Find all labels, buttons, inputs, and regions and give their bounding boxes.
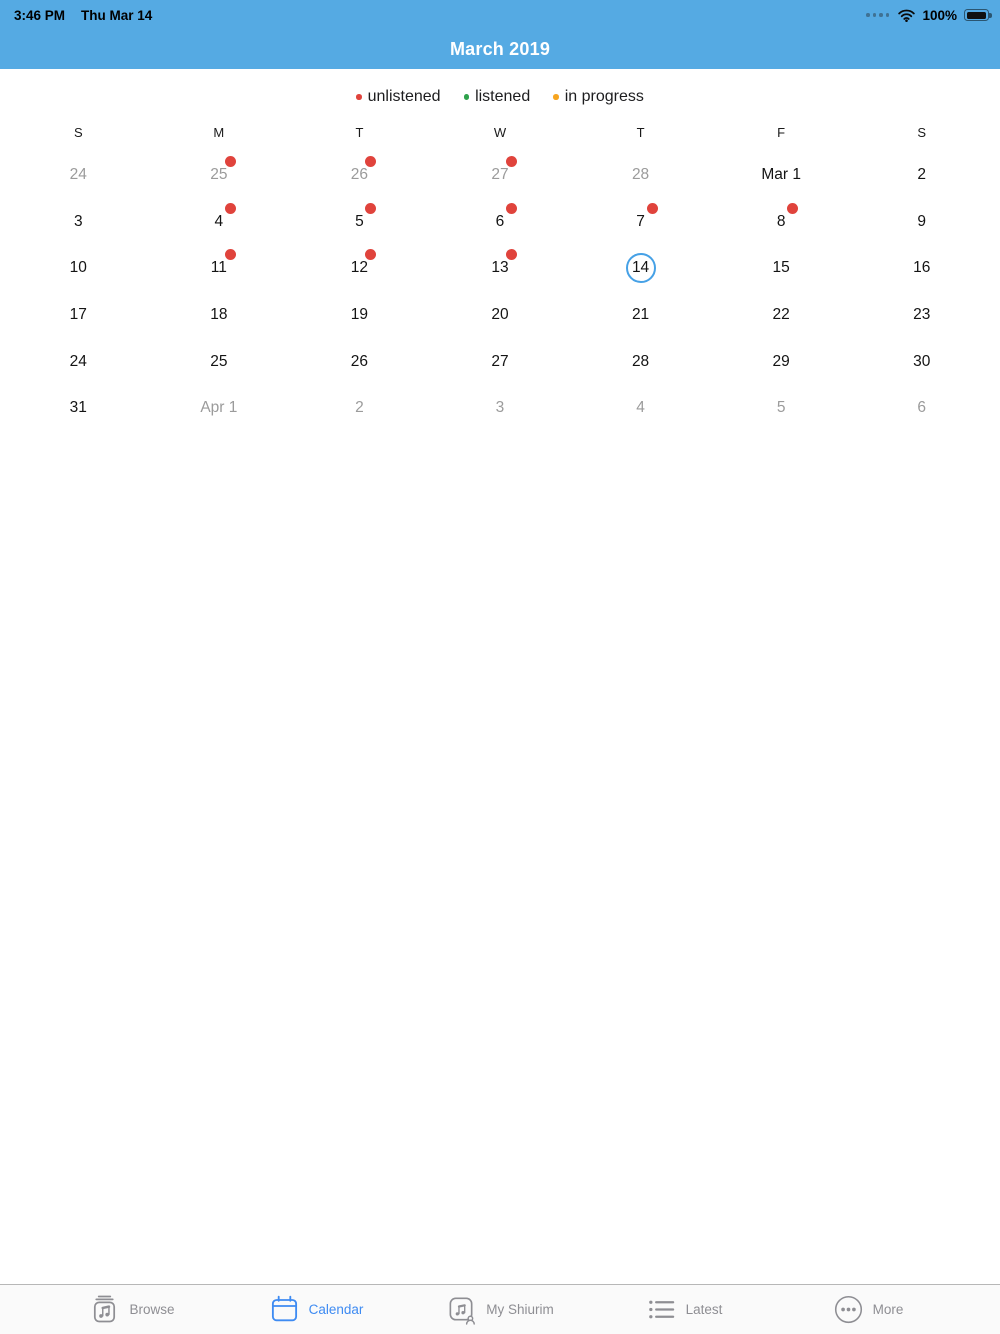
calendar-day[interactable] — [344, 160, 374, 190]
tab-label: Calendar — [308, 1302, 364, 1317]
calendar-week-row — [8, 152, 992, 199]
battery-icon — [964, 9, 989, 21]
tab-more[interactable] — [776, 1285, 960, 1334]
calendar-day[interactable] — [204, 347, 234, 377]
day-wrap — [761, 160, 801, 190]
day-wrap — [766, 393, 796, 423]
day-number: 28 — [631, 352, 650, 370]
calendar-day[interactable] — [485, 393, 515, 423]
calendar-week-row — [8, 338, 992, 385]
calendar-week-row — [8, 245, 992, 292]
day-number: 29 — [772, 352, 790, 370]
cellular-signal-icon — [866, 13, 889, 17]
calendar-day[interactable] — [344, 300, 374, 330]
calendar-day[interactable] — [63, 347, 93, 377]
day-number: Apr 1 — [200, 399, 238, 417]
weekday-header-row — [8, 112, 992, 152]
day-wrap — [204, 253, 234, 283]
calendar-day[interactable] — [204, 253, 234, 283]
day-number: Mar 1 — [761, 166, 801, 184]
today-ring — [626, 253, 656, 283]
day-wrap — [626, 300, 656, 330]
day-number: 11 — [210, 259, 227, 277]
day-number: 13 — [491, 259, 509, 277]
status-time: 3:46 PM — [14, 7, 66, 23]
calendar-week-row — [8, 385, 992, 432]
day-wrap — [63, 253, 93, 283]
day-wrap — [766, 347, 796, 377]
day-number: 4 — [214, 212, 224, 230]
unlistened-dot-icon — [225, 249, 236, 260]
day-number: 17 — [69, 306, 87, 324]
nav-header — [0, 0, 1000, 69]
calendar-day[interactable] — [626, 207, 656, 237]
status-right — [866, 8, 992, 23]
day-wrap — [626, 347, 656, 377]
tab-latest[interactable] — [592, 1285, 776, 1334]
day-wrap — [63, 393, 93, 423]
weekday-label: S — [917, 124, 927, 140]
status-bar — [0, 0, 1000, 26]
day-number: 18 — [210, 306, 228, 324]
calendar-day[interactable] — [766, 393, 796, 423]
status-left — [14, 8, 152, 23]
day-wrap — [344, 207, 374, 237]
tab-label: More — [872, 1302, 904, 1317]
day-wrap — [907, 300, 937, 330]
day-number: 25 — [210, 166, 228, 184]
calendar-day[interactable] — [626, 160, 656, 190]
day-number: 15 — [772, 259, 790, 277]
day-wrap — [626, 393, 656, 423]
legend-item — [464, 88, 531, 106]
unlistened-dot-icon — [365, 203, 376, 214]
calendar-day[interactable] — [344, 253, 374, 283]
day-number: 3 — [495, 399, 505, 417]
unlistened-dot-icon — [787, 203, 798, 214]
day-number: 2 — [917, 166, 927, 184]
battery-percent: 100% — [922, 7, 957, 23]
calendar-icon — [269, 1294, 300, 1325]
day-wrap — [204, 347, 234, 377]
day-number: 22 — [772, 306, 790, 324]
calendar-day[interactable] — [766, 207, 796, 237]
day-number: 4 — [636, 399, 645, 417]
calendar-day[interactable] — [485, 347, 515, 377]
unlistened-dot-icon — [647, 203, 658, 214]
weekday-label: W — [493, 124, 507, 140]
day-wrap — [485, 253, 515, 283]
calendar-day[interactable] — [204, 300, 234, 330]
day-wrap — [626, 207, 656, 237]
day-wrap — [766, 207, 796, 237]
day-number: 5 — [776, 399, 786, 417]
legend-label: in progress — [564, 88, 644, 105]
day-number: 6 — [495, 212, 505, 230]
day-wrap — [344, 393, 374, 423]
calendar-day[interactable] — [63, 253, 93, 283]
day-number: 8 — [776, 212, 786, 230]
calendar-week-row — [8, 199, 992, 246]
day-number: 5 — [355, 212, 364, 230]
day-wrap — [344, 300, 374, 330]
calendar-day[interactable] — [907, 207, 937, 237]
day-wrap — [626, 160, 656, 190]
tab-my-shiurim[interactable] — [408, 1285, 592, 1334]
tab-label: Latest — [685, 1302, 723, 1317]
day-wrap — [907, 393, 937, 423]
calendar-day[interactable] — [766, 253, 796, 283]
legend-item — [356, 88, 440, 106]
calendar-day[interactable] — [766, 300, 796, 330]
day-wrap — [766, 253, 796, 283]
day-number: 23 — [913, 306, 931, 324]
unlistened-dot-icon — [506, 249, 517, 260]
calendar-day[interactable] — [204, 160, 234, 190]
calendar-weeks — [8, 152, 992, 432]
day-number: 19 — [350, 306, 369, 324]
day-number: 16 — [913, 259, 931, 277]
status-date: Thu Mar 14 — [81, 7, 153, 23]
day-number: 12 — [350, 259, 369, 277]
day-number: 20 — [491, 306, 509, 324]
day-wrap — [63, 300, 93, 330]
day-number: 6 — [917, 399, 927, 417]
day-wrap — [907, 207, 937, 237]
day-number: 30 — [913, 352, 931, 370]
legend-label: listened — [475, 88, 531, 105]
weekday-label: S — [73, 124, 83, 140]
day-number: 26 — [350, 166, 369, 184]
day-wrap — [63, 207, 93, 237]
calendar-day[interactable] — [766, 347, 796, 377]
weekday-label: F — [777, 124, 786, 140]
calendar-day[interactable] — [626, 393, 656, 423]
in-progress-dot-icon — [553, 94, 559, 100]
calendar-day[interactable] — [485, 160, 515, 190]
day-number: 31 — [69, 399, 87, 417]
day-number: 2 — [355, 399, 364, 417]
calendar-day[interactable] — [626, 300, 656, 330]
calendar — [0, 112, 1000, 432]
day-number: 7 — [636, 212, 645, 230]
calendar-day[interactable] — [344, 393, 374, 423]
day-number: 21 — [631, 306, 650, 324]
calendar-day[interactable] — [626, 253, 656, 283]
day-wrap — [907, 347, 937, 377]
day-wrap — [344, 347, 374, 377]
tab-browse[interactable] — [40, 1285, 224, 1334]
day-number: 27 — [491, 352, 509, 370]
unlistened-dot-icon — [506, 156, 517, 167]
day-wrap — [485, 300, 515, 330]
unlistened-dot-icon — [506, 203, 517, 214]
day-number: 9 — [917, 212, 927, 230]
battery-fill — [967, 12, 986, 19]
calendar-day[interactable] — [63, 300, 93, 330]
tab-label: Browse — [129, 1302, 175, 1317]
day-wrap — [485, 160, 515, 190]
day-number: 24 — [69, 166, 87, 184]
calendar-week-row — [8, 292, 992, 339]
calendar-day[interactable] — [204, 207, 234, 237]
more-icon — [833, 1294, 864, 1325]
day-wrap — [907, 253, 937, 283]
day-number: 25 — [210, 352, 228, 370]
calendar-day[interactable] — [63, 393, 93, 423]
calendar-day[interactable] — [485, 300, 515, 330]
wifi-icon — [898, 9, 915, 22]
calendar-day[interactable] — [63, 160, 93, 190]
day-wrap — [204, 207, 234, 237]
tab-bar — [0, 1284, 1000, 1334]
calendar-day[interactable] — [907, 253, 937, 283]
page-title: March 2019 — [449, 39, 551, 59]
day-wrap — [344, 253, 374, 283]
weekday-label: M — [213, 124, 225, 140]
calendar-day[interactable] — [907, 393, 937, 423]
day-number: 28 — [631, 166, 650, 184]
weekday-label: T — [636, 124, 645, 140]
weekday-label: T — [355, 124, 364, 140]
tab-calendar[interactable] — [224, 1285, 408, 1334]
day-number: 27 — [491, 166, 509, 184]
calendar-day[interactable] — [344, 207, 374, 237]
battery-nub — [989, 13, 991, 18]
browse-icon — [89, 1294, 120, 1325]
calendar-day[interactable] — [907, 300, 937, 330]
day-wrap — [485, 207, 515, 237]
legend — [0, 86, 1000, 108]
day-wrap — [344, 160, 374, 190]
latest-icon — [646, 1294, 677, 1325]
day-wrap — [200, 393, 237, 423]
unlistened-dot-icon — [225, 203, 236, 214]
calendar-day[interactable] — [907, 347, 937, 377]
day-wrap — [204, 300, 234, 330]
day-wrap — [204, 160, 234, 190]
calendar-day[interactable] — [485, 207, 515, 237]
tab-label: My Shiurim — [486, 1302, 554, 1317]
listened-dot-icon — [464, 94, 470, 100]
day-wrap — [63, 160, 93, 190]
calendar-day[interactable] — [344, 347, 374, 377]
day-wrap — [485, 347, 515, 377]
day-number: 3 — [73, 212, 83, 230]
day-number: 26 — [350, 352, 369, 370]
unlistened-dot-icon — [365, 249, 376, 260]
day-number: 10 — [69, 259, 87, 277]
calendar-day[interactable] — [485, 253, 515, 283]
unlistened-dot-icon — [365, 156, 376, 167]
day-wrap — [907, 160, 937, 190]
day-wrap — [63, 347, 93, 377]
day-number: 14 — [631, 259, 650, 277]
calendar-day[interactable] — [200, 393, 237, 423]
calendar-day[interactable] — [626, 347, 656, 377]
legend-label: unlistened — [367, 88, 441, 105]
day-number: 24 — [69, 352, 87, 370]
my-shiurim-icon — [446, 1294, 477, 1325]
legend-item — [553, 88, 644, 106]
calendar-day[interactable] — [907, 160, 937, 190]
unlistened-dot-icon — [356, 94, 362, 100]
day-wrap — [766, 300, 796, 330]
unlistened-dot-icon — [225, 156, 236, 167]
day-wrap — [485, 393, 515, 423]
calendar-day[interactable] — [63, 207, 93, 237]
calendar-day[interactable] — [761, 160, 801, 190]
